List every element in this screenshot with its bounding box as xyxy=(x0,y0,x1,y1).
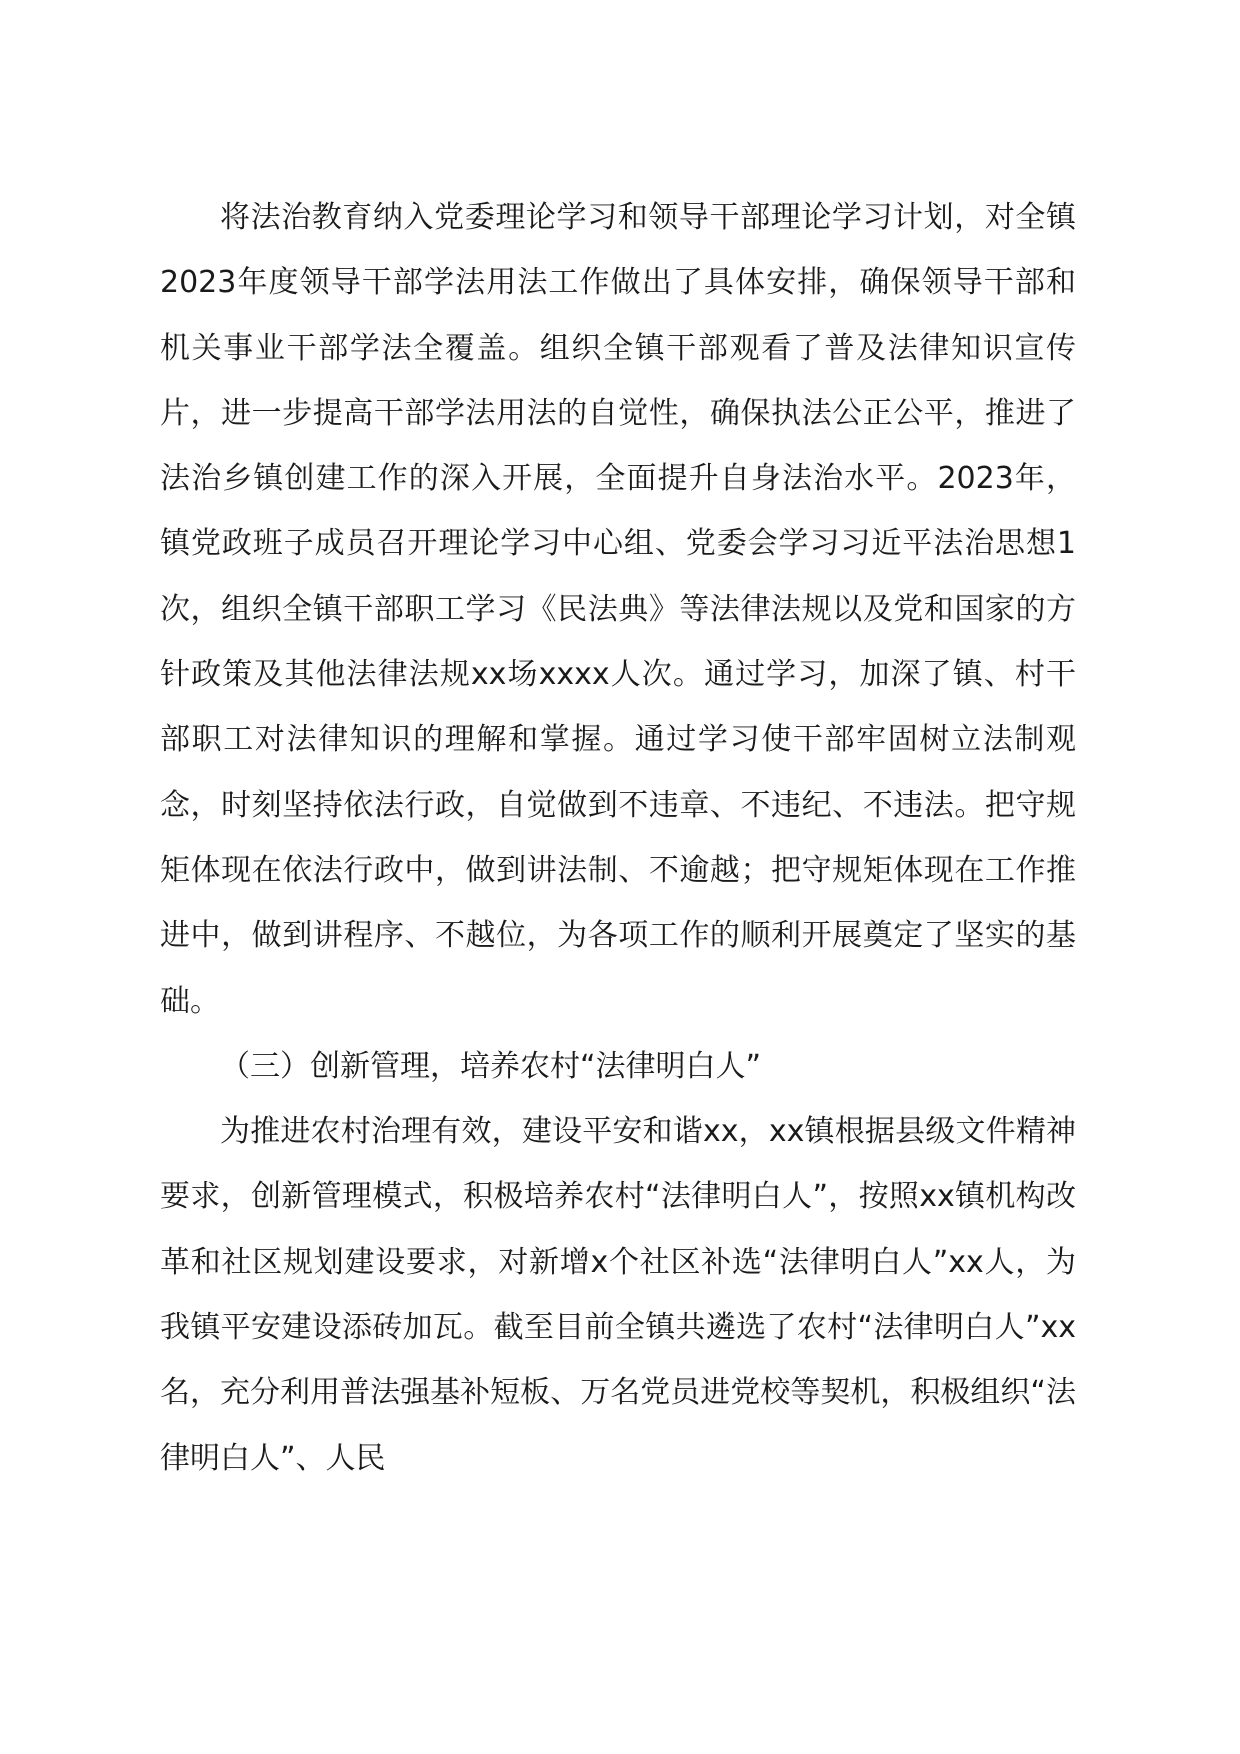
body-paragraph: 为推进农村治理有效，建设平安和谐xx，xx镇根据县级文件精神要求，创新管理模式，积极培养农村“法律明白人”，按照xx镇机构改革和社区规划建设要求，对新增x个社区补选“法律明白人”xx人，为我镇平安建设添砖加瓦。截至目前全镇共遴选了农村“法律明白人”xx名，充分利用普法强基补短板、万名党员进党校等契机，积极组织“法律明白人”、人民 xyxy=(160,1114,1076,1476)
document-body xyxy=(160,185,1076,1491)
section-heading: （三）创新管理，培养农村“法律明白人” xyxy=(220,1048,762,1084)
body-paragraph: 将法治教育纳入党委理论学习和领导干部理论学习计划，对全镇2023年度领导干部学法用法工作做出了具体安排，确保领导干部和机关事业干部学法全覆盖。组织全镇干部观看了普及法律知识宣传片，进一步提高干部学法用法的自觉性，确保执法公正公平，推进了法治乡镇创建工作的深入开展，全面提升自身法治水平。2023年，镇党政班子成员召开理论学习中心组、党委会学习习近平法治思想1次，组织全镇干部职工学习《民法典》等法律法规以及党和国家的方针政策及其他法律法规xx场xxxx人次。通过学习，加深了镇、村干部职工对法律知识的理解和掌握。通过学习使干部牢固树立法制观念，时刻坚持依法行政，自觉做到不违章、不违纪、不违法。把守规矩体现在依法行政中，做到讲法制、不逾越；把守规矩体现在工作推进中，做到讲程序、不越位，为各项工作的顺利开展奠定了坚实的基础。 xyxy=(160,200,1076,1019)
